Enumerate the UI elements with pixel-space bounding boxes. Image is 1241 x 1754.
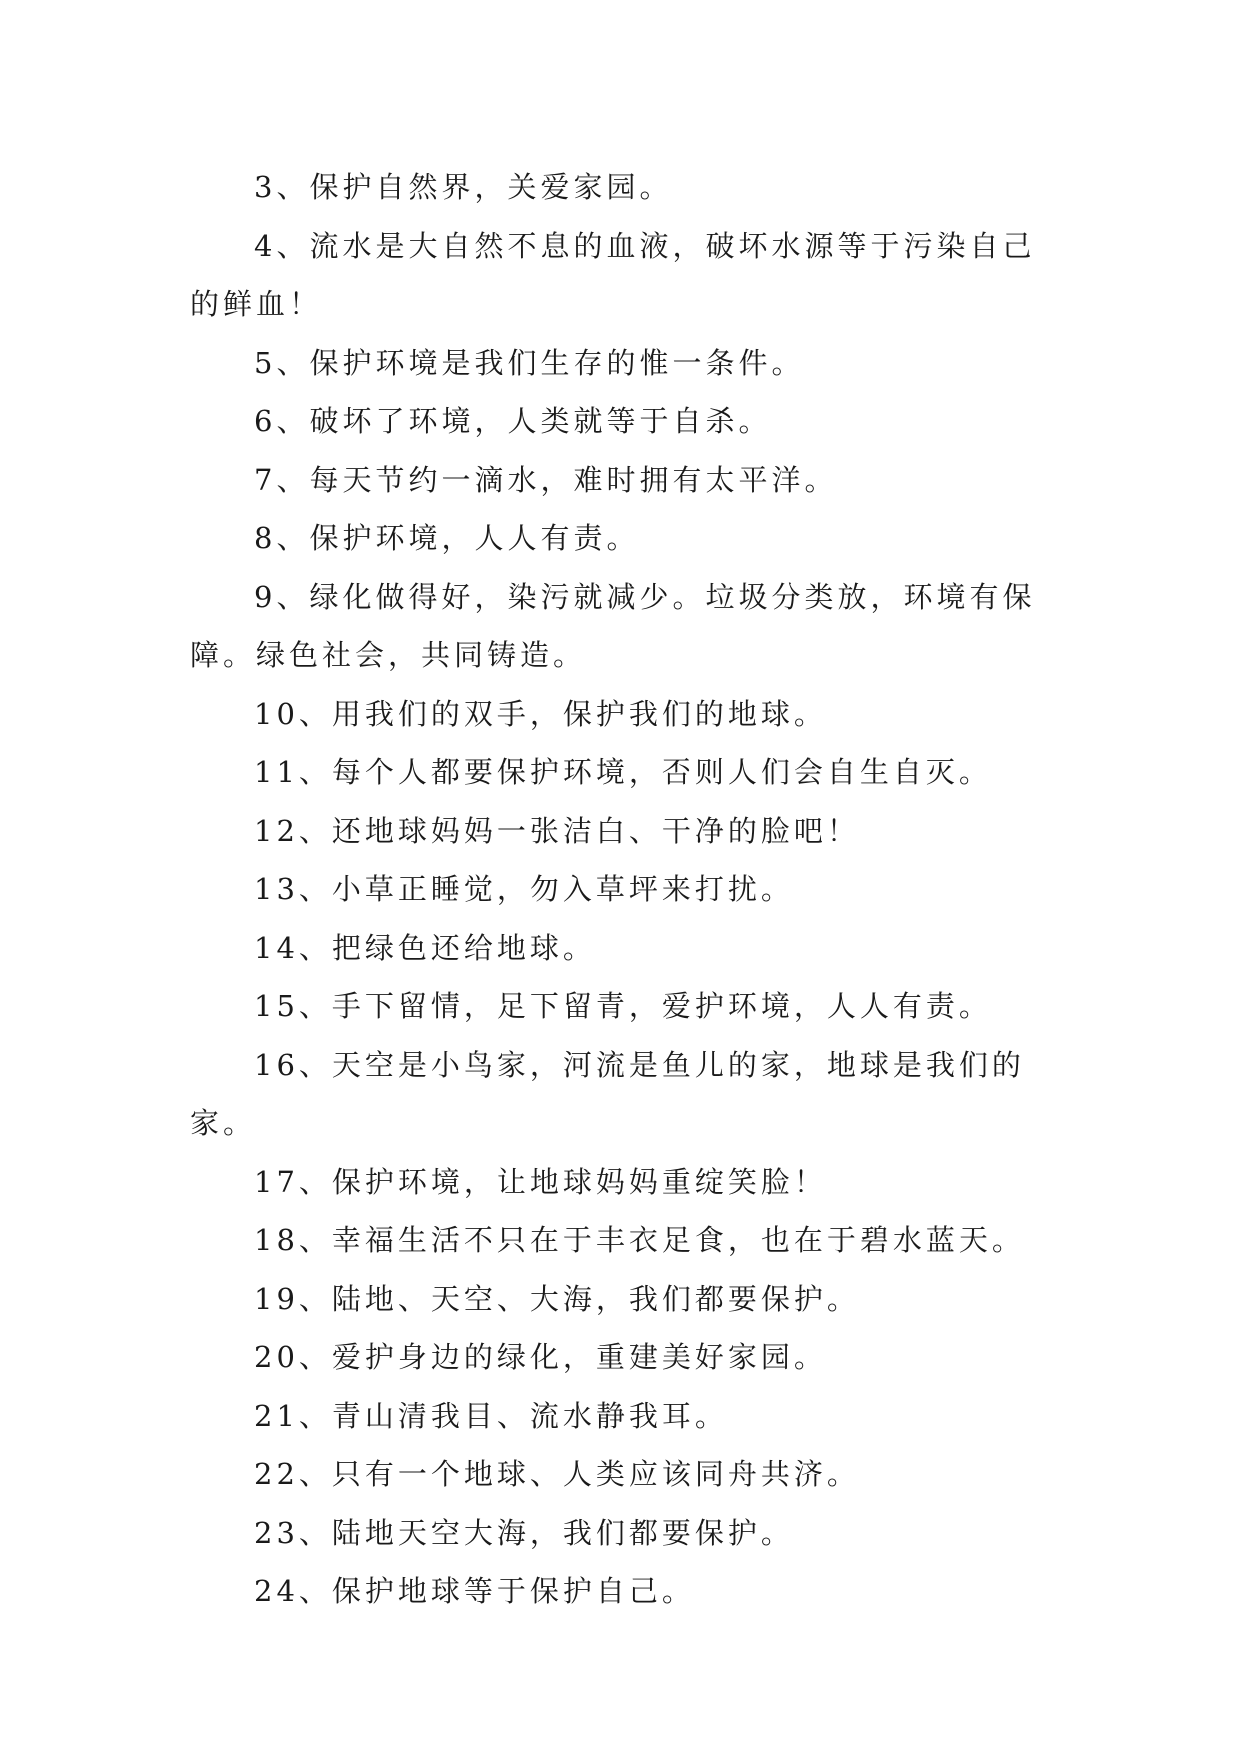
- paragraph-18: 18、幸福生活不只在于丰衣足食，也在于碧水蓝天。: [254, 1223, 1025, 1257]
- paragraph-3: 3、保护自然界，关爱家园。: [254, 170, 673, 204]
- paragraph-19: 19、陆地、天空、大海，我们都要保护。: [254, 1281, 860, 1316]
- paragraph-13: 13、小草正睡觉，勿入草坪来打扰。: [254, 872, 794, 906]
- paragraph-14: 14、把绿色还给地球。: [254, 930, 596, 965]
- paragraph-5: 5、保护环境是我们生存的惟一条件。: [254, 345, 805, 380]
- paragraph-15: 15、手下留情，足下留青，爱护环境，人人有责。: [254, 989, 992, 1023]
- paragraph-6: 6、破坏了环境，人类就等于自杀。: [254, 404, 772, 438]
- paragraph-24: 24、保护地球等于保护自己。: [254, 1574, 695, 1608]
- paragraph-21: 21、青山清我目、流水静我耳。: [254, 1398, 728, 1433]
- paragraph-10: 10、用我们的双手，保护我们的地球。: [254, 696, 827, 731]
- document-body: [190, 158, 1056, 1621]
- paragraph-23: 23、陆地天空大海，我们都要保护。: [254, 1515, 794, 1550]
- paragraph-9: 9、绿化做得好，染污就减少。垃圾分类放，环境有保障。绿色社会，共同铸造。: [190, 579, 1036, 672]
- paragraph-22: 22、只有一个地球、人类应该同舟共济。: [254, 1457, 860, 1491]
- paragraph-4: 4、流水是大自然不息的血液，破坏水源等于污染自己的鲜血！: [190, 228, 1036, 321]
- paragraph-8: 8、保护环境，人人有责。: [254, 521, 640, 555]
- paragraph-12: 12、还地球妈妈一张洁白、干净的脸吧！: [254, 813, 860, 848]
- paragraph-11: 11、每个人都要保护环境，否则人们会自生自灭。: [254, 755, 992, 789]
- paragraph-7: 7、每天节约一滴水，难时拥有太平洋。: [254, 462, 838, 497]
- paragraph-17: 17、保护环境，让地球妈妈重绽笑脸！: [254, 1164, 827, 1199]
- paragraph-16: 16、天空是小鸟家，河流是鱼儿的家，地球是我们的家。: [190, 1047, 1025, 1140]
- paragraph-20: 20、爱护身边的绿化，重建美好家园。: [254, 1340, 827, 1374]
